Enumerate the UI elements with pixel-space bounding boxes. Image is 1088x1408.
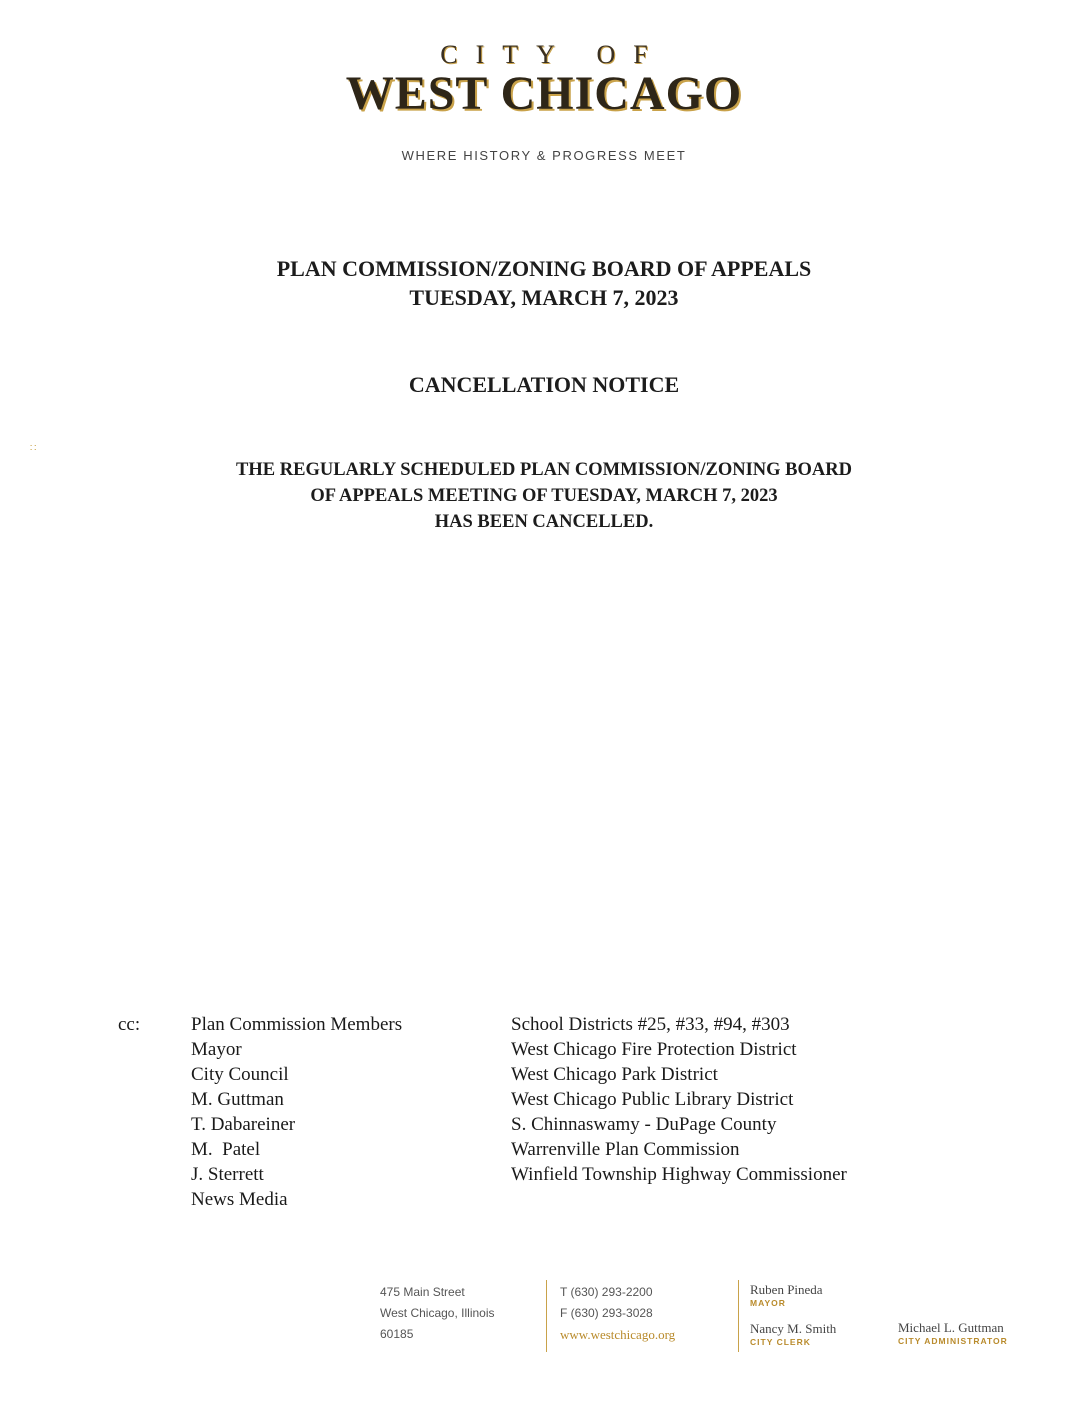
address-street: 475 Main Street bbox=[380, 1285, 465, 1299]
meeting-date: TUESDAY, MARCH 7, 2023 bbox=[409, 285, 679, 310]
cc-recipient: Plan Commission Members bbox=[191, 1014, 403, 1035]
cc-recipient: J. Sterrett bbox=[191, 1164, 264, 1185]
administrator-title: CITY ADMINISTRATOR bbox=[898, 1336, 1008, 1346]
cc-recipient: S. Chinnaswamy - DuPage County bbox=[511, 1114, 777, 1135]
meeting-title-line-1: PLAN COMMISSION/ZONING BOARD OF APPEALS bbox=[276, 256, 812, 281]
cc-recipient: West Chicago Public Library District bbox=[511, 1089, 794, 1110]
meeting-title bbox=[0, 254, 1088, 312]
address-zip: 60185 bbox=[380, 1327, 414, 1341]
notice-body-line-2: OF APPEALS MEETING OF TUESDAY, MARCH 7, 2023 bbox=[310, 486, 778, 506]
cc-recipient: M. Guttman bbox=[191, 1089, 284, 1110]
cc-recipient: West Chicago Park District bbox=[511, 1064, 718, 1085]
notice-body bbox=[0, 457, 1088, 535]
tagline: WHERE HISTORY & PROGRESS MEET bbox=[401, 148, 687, 163]
cc-recipient: T. Dabareiner bbox=[191, 1114, 296, 1135]
footer-divider bbox=[738, 1280, 739, 1352]
cc-label: cc: bbox=[118, 1014, 141, 1035]
footer-contact bbox=[560, 1282, 675, 1345]
cc-recipient: City Council bbox=[191, 1064, 289, 1085]
address-city: West Chicago, Illinois bbox=[380, 1306, 495, 1320]
official-clerk bbox=[750, 1321, 836, 1348]
logo-city-of: CITY OF bbox=[440, 40, 666, 69]
cc-recipients-column-1 bbox=[191, 1012, 402, 1212]
footer-officials bbox=[750, 1282, 836, 1360]
cc-recipient: Winfield Township Highway Commissioner bbox=[511, 1164, 847, 1185]
cc-recipient: M. Patel bbox=[191, 1139, 261, 1160]
cc-recipient: School Districts #25, #33, #94, #303 bbox=[511, 1014, 790, 1035]
footer-address bbox=[380, 1282, 495, 1345]
cc-recipients-column-2 bbox=[511, 1012, 847, 1187]
official-mayor bbox=[750, 1282, 836, 1309]
cc-recipient: Mayor bbox=[191, 1039, 242, 1060]
website-link[interactable]: www.westchicago.org bbox=[560, 1327, 676, 1342]
logo-city-name: WEST CHICAGO bbox=[345, 67, 743, 120]
clerk-title: CITY CLERK bbox=[750, 1337, 811, 1347]
cc-recipient: News Media bbox=[191, 1189, 288, 1210]
administrator-name: Michael L. Guttman bbox=[898, 1320, 1004, 1335]
mayor-title: MAYOR bbox=[750, 1298, 786, 1308]
cc-recipient: Warrenville Plan Commission bbox=[511, 1139, 740, 1160]
footer-divider bbox=[546, 1280, 547, 1352]
clerk-name: Nancy M. Smith bbox=[750, 1321, 837, 1336]
mayor-name: Ruben Pineda bbox=[750, 1282, 823, 1297]
notice-body-line-3: HAS BEEN CANCELLED. bbox=[434, 512, 654, 532]
notice-body-line-1: THE REGULARLY SCHEDULED PLAN COMMISSION/ZONING BOARD bbox=[236, 460, 852, 480]
phone-number: T (630) 293-2200 bbox=[560, 1285, 653, 1299]
fax-number: F (630) 293-3028 bbox=[560, 1306, 653, 1320]
cc-recipient: West Chicago Fire Protection District bbox=[511, 1039, 797, 1060]
notice-title: CANCELLATION NOTICE bbox=[408, 372, 680, 397]
official-administrator bbox=[898, 1320, 1008, 1347]
letterhead bbox=[0, 40, 1088, 163]
margin-dots-icon: ∷ bbox=[30, 443, 37, 454]
